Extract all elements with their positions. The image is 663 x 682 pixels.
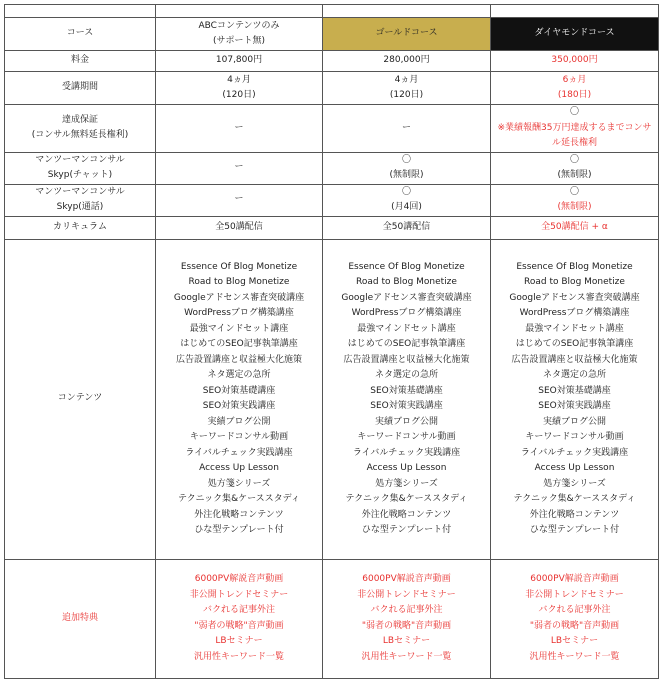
content-item: 最強マインドセット講座 bbox=[189, 323, 289, 334]
chat-gold-mark: 〇 bbox=[401, 154, 411, 165]
chat-label-main: マンツーマンコンサル bbox=[35, 154, 125, 165]
content-item: ひな型テンプレート付 bbox=[361, 525, 452, 535]
content-item: 広告設置講座と収益極大化施策 bbox=[343, 354, 470, 365]
guarantee-abc: ー bbox=[156, 105, 323, 153]
period-abc-days: (120日) bbox=[222, 90, 256, 100]
call-consult-row bbox=[5, 184, 659, 216]
content-item: 処方箋シリーズ bbox=[375, 478, 438, 489]
content-item: 処方箋シリーズ bbox=[543, 478, 606, 489]
abc-course-name: ABCコンテンツのみ bbox=[198, 20, 280, 31]
call-diamond-mark: 〇 bbox=[569, 186, 579, 197]
content-item: ひな型テンプレート付 bbox=[194, 525, 284, 535]
bonus-item: "弱者の戦略"音声動画 bbox=[529, 620, 620, 631]
bonus-item: LBセミナー bbox=[550, 636, 599, 646]
guarantee-label-main: 達成保証 bbox=[61, 114, 98, 125]
chat-consult-row bbox=[5, 152, 659, 184]
content-item: キーワードコンサル動画 bbox=[525, 432, 624, 442]
content-item: Googleアドセンス審査突破講座 bbox=[173, 292, 305, 303]
fee-abc: 107,800円 bbox=[156, 51, 323, 72]
content-item: 実績ブログ公開 bbox=[207, 416, 271, 427]
content-item: キーワードコンサル動画 bbox=[357, 432, 456, 442]
call-diamond-note: (無制限) bbox=[557, 202, 592, 212]
content-item: はじめてのSEO記事執筆講座 bbox=[515, 339, 634, 349]
gold-course-header: ゴールドコース bbox=[323, 18, 491, 51]
diamond-course-header: ダイヤモンドコース bbox=[491, 18, 659, 51]
bonus-item: 非公開トレンドセミナー bbox=[189, 589, 289, 600]
contents-abc bbox=[156, 239, 323, 559]
content-item: ライバルチェック実践講座 bbox=[352, 447, 461, 458]
contents-gold bbox=[323, 239, 491, 559]
content-item: はじめてのSEO記事執筆講座 bbox=[180, 339, 298, 349]
call-diamond bbox=[491, 184, 659, 216]
content-item: WordPressブログ構築講座 bbox=[519, 308, 630, 318]
curriculum-gold: 全50講配信 bbox=[323, 216, 491, 239]
bonus-item: 非公開トレンドセミナー bbox=[357, 589, 456, 600]
guarantee-label bbox=[5, 105, 156, 153]
content-item: 最強マインドセット講座 bbox=[357, 323, 456, 334]
content-item: Road to Blog Monetize bbox=[524, 277, 625, 287]
content-item: ネタ選定の急所 bbox=[542, 370, 606, 380]
content-item: SEO対策実践講座 bbox=[538, 401, 611, 411]
bonus-item: "弱者の戦略"音声動画 bbox=[361, 620, 452, 631]
bonus-item: バクれる記事外注 bbox=[370, 605, 443, 615]
bonus-item: 6000PV解説音声動画 bbox=[530, 574, 619, 584]
content-item: ネタ選定の急所 bbox=[207, 370, 271, 380]
period-diamond-months: 6ヵ月 bbox=[562, 74, 587, 85]
period-label: 受講期間 bbox=[5, 72, 156, 105]
bonus-item: 汎用性キーワード一覧 bbox=[193, 651, 284, 662]
content-item: Googleアドセンス審査突破講座 bbox=[509, 292, 640, 303]
content-item: Access Up Lesson bbox=[366, 463, 447, 473]
content-item: WordPressブログ構築講座 bbox=[184, 308, 294, 318]
fee-gold: 280,000円 bbox=[323, 51, 491, 72]
content-item: 最強マインドセット講座 bbox=[525, 323, 624, 334]
bonus-item: 汎用性キーワード一覧 bbox=[361, 651, 452, 662]
contents-label: コンテンツ bbox=[5, 239, 156, 559]
course-comparison-table bbox=[4, 4, 659, 679]
content-item: Essence Of Blog Monetize bbox=[516, 261, 633, 272]
content-item: 外注化戦略コンテンツ bbox=[361, 509, 452, 520]
content-item: 実績ブログ公開 bbox=[374, 416, 438, 427]
period-gold-days: (120日) bbox=[389, 90, 424, 100]
content-item: ライバルチェック実践講座 bbox=[520, 447, 629, 458]
content-item: 外注化戦略コンテンツ bbox=[529, 509, 620, 520]
content-item: Googleアドセンス審査突破講座 bbox=[341, 292, 472, 303]
period-diamond bbox=[491, 72, 659, 105]
curriculum-label: カリキュラム bbox=[5, 216, 156, 239]
bonus-item: LBセミナー bbox=[215, 636, 263, 646]
content-item: SEO対策実践講座 bbox=[370, 401, 443, 411]
bonus-item: LBセミナー bbox=[382, 636, 431, 646]
bonus-row bbox=[5, 559, 659, 678]
fee-diamond: 350,000円 bbox=[491, 51, 659, 72]
bonus-item: "弱者の戦略"音声動画 bbox=[194, 620, 284, 631]
course-header-row bbox=[5, 18, 659, 51]
call-abc: ー bbox=[156, 184, 323, 216]
content-item: SEO対策実践講座 bbox=[202, 401, 276, 411]
content-item: テクニック集&ケーススタディ bbox=[345, 494, 468, 504]
period-row bbox=[5, 72, 659, 105]
content-item: Essence Of Blog Monetize bbox=[348, 261, 465, 272]
curriculum-row bbox=[5, 216, 659, 239]
guarantee-label-sub: (コンサル無料延長権利) bbox=[31, 130, 129, 141]
period-gold bbox=[323, 72, 491, 105]
content-item: 広告設置講座と収益極大化施策 bbox=[175, 354, 302, 365]
content-item: WordPressブログ構築講座 bbox=[351, 308, 462, 318]
chat-label-sub: Skyp(チャット) bbox=[47, 170, 113, 180]
period-abc bbox=[156, 72, 323, 105]
abc-course-note: (サポート無) bbox=[212, 36, 266, 46]
content-item: Road to Blog Monetize bbox=[356, 277, 457, 287]
bonus-item: バクれる記事外注 bbox=[202, 605, 275, 615]
call-gold bbox=[323, 184, 491, 216]
chat-diamond-mark: 〇 bbox=[569, 154, 579, 165]
bonus-item: 非公開トレンドセミナー bbox=[525, 589, 624, 600]
period-diamond-days: (180日) bbox=[557, 90, 592, 100]
content-item: ひな型テンプレート付 bbox=[529, 525, 620, 535]
bonus-abc bbox=[156, 559, 323, 678]
content-item: SEO対策基礎講座 bbox=[538, 385, 611, 396]
curriculum-abc: 全50講配信 bbox=[156, 216, 323, 239]
bonus-label: 追加特典 bbox=[5, 559, 156, 678]
content-item: テクニック集&ケーススタディ bbox=[513, 494, 636, 504]
abc-course-header bbox=[156, 18, 323, 51]
chat-gold-note: (無制限) bbox=[389, 170, 424, 180]
guarantee-gold: ー bbox=[323, 105, 491, 153]
blank-cell bbox=[156, 5, 323, 18]
blank-top-row bbox=[5, 5, 659, 18]
blank-cell bbox=[491, 5, 659, 18]
content-item: SEO対策基礎講座 bbox=[202, 385, 276, 396]
call-label bbox=[5, 184, 156, 216]
guarantee-diamond-note-line1: ※業績報酬35万円達成するまでコンサ bbox=[497, 122, 652, 133]
content-item: 実績ブログ公開 bbox=[542, 416, 606, 427]
curriculum-diamond: 全50講配信 + α bbox=[491, 216, 659, 239]
content-item: Access Up Lesson bbox=[199, 463, 279, 473]
guarantee-diamond-mark: 〇 bbox=[569, 107, 579, 117]
bonus-item: 汎用性キーワード一覧 bbox=[529, 651, 620, 662]
call-gold-note: (月4回) bbox=[391, 202, 422, 212]
content-item: Access Up Lesson bbox=[534, 463, 615, 473]
contents-row bbox=[5, 239, 659, 559]
chat-diamond bbox=[491, 152, 659, 184]
content-item: 外注化戦略コンテンツ bbox=[194, 509, 284, 520]
blank-cell bbox=[5, 5, 156, 18]
fee-row bbox=[5, 51, 659, 72]
call-label-main: マンツーマンコンサル bbox=[35, 186, 125, 197]
bonus-item: バクれる記事外注 bbox=[538, 605, 611, 615]
fee-label: 料金 bbox=[5, 51, 156, 72]
content-item: ネタ選定の急所 bbox=[374, 370, 438, 380]
contents-diamond bbox=[491, 239, 659, 559]
content-item: Essence Of Blog Monetize bbox=[180, 261, 298, 272]
blank-cell bbox=[323, 5, 491, 18]
bonus-item: 6000PV解説音声動画 bbox=[194, 574, 284, 584]
chat-gold bbox=[323, 152, 491, 184]
guarantee-diamond bbox=[491, 105, 659, 153]
content-item: 処方箋シリーズ bbox=[207, 478, 271, 489]
content-item: Road to Blog Monetize bbox=[188, 277, 290, 287]
period-gold-months: 4ヵ月 bbox=[394, 74, 419, 85]
period-abc-months: 4ヵ月 bbox=[227, 74, 251, 85]
content-item: はじめてのSEO記事執筆講座 bbox=[347, 339, 466, 349]
guarantee-row bbox=[5, 105, 659, 153]
content-item: SEO対策基礎講座 bbox=[370, 385, 443, 396]
call-label-sub: Skyp(通話) bbox=[56, 202, 104, 212]
content-item: テクニック集&ケーススタディ bbox=[178, 494, 300, 504]
course-label: コース bbox=[5, 18, 156, 51]
chat-label bbox=[5, 152, 156, 184]
content-item: キーワードコンサル動画 bbox=[189, 432, 289, 442]
chat-diamond-note: (無制限) bbox=[557, 170, 592, 180]
bonus-diamond bbox=[491, 559, 659, 678]
call-gold-mark: 〇 bbox=[401, 186, 411, 197]
content-item: ライバルチェック実践講座 bbox=[185, 447, 293, 458]
guarantee-diamond-note-line2: ル延長権利 bbox=[551, 138, 597, 148]
chat-abc: ー bbox=[156, 152, 323, 184]
bonus-item: 6000PV解説音声動画 bbox=[362, 574, 451, 584]
bonus-gold bbox=[323, 559, 491, 678]
content-item: 広告設置講座と収益極大化施策 bbox=[511, 354, 638, 365]
